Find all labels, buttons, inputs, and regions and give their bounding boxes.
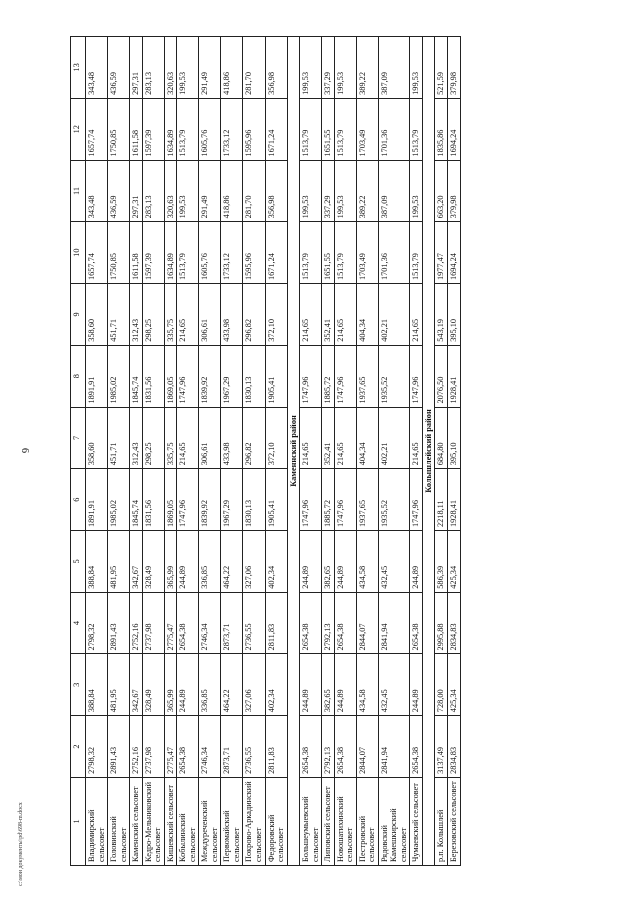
value-cell: 436,59 [108,160,130,222]
value-cell: 343,48 [86,160,108,222]
value-cell: 214,65 [300,407,322,469]
column-header: 7 [71,407,86,469]
value-cell: 244,89 [334,530,356,592]
value-cell: 2736,55 [243,716,265,778]
value-cell: 372,10 [265,407,287,469]
value-cell: 356,98 [265,37,287,99]
value-cell: 244,89 [177,530,199,592]
value-cell: 335,75 [164,407,177,469]
value-cell: 1891,91 [86,345,108,407]
table-body [86,37,461,866]
value-cell: 1967,29 [221,345,243,407]
value-cell: 379,98 [448,160,461,222]
section-row [287,37,300,866]
value-cell: 1701,36 [378,98,410,160]
table-row [130,37,143,866]
value-cell: 434,58 [356,530,378,592]
value-cell: 1835,86 [435,98,448,160]
settlement-name: Большеумыевский сельсовет [300,777,322,865]
value-cell: 1605,76 [199,98,221,160]
column-header: 13 [71,37,86,99]
value-cell: 306,61 [199,284,221,346]
table-row [322,37,335,866]
value-cell: 2811,83 [265,592,287,654]
value-cell: 1905,41 [265,345,287,407]
column-header: 8 [71,345,86,407]
value-cell: 1869,05 [164,345,177,407]
settlement-name: Первомайский сельсовет [221,777,243,865]
value-cell: 2076,50 [435,345,448,407]
value-cell: 1831,56 [142,469,164,531]
value-cell: 1885,72 [322,345,335,407]
value-cell: 402,21 [378,284,410,346]
value-cell: 2995,88 [435,592,448,654]
value-cell: 1513,79 [334,222,356,284]
value-cell: 1694,24 [448,222,461,284]
page-number: 6 [19,448,30,453]
value-cell: 1595,96 [243,98,265,160]
value-cell: 425,34 [448,654,461,716]
value-cell: 2737,98 [142,592,164,654]
settlement-name: Пестровский сельсовет [356,777,378,865]
column-header: 12 [71,98,86,160]
value-cell: 586,39 [435,530,448,592]
value-cell: 336,85 [199,654,221,716]
value-cell: 214,65 [334,284,356,346]
value-cell: 388,84 [86,654,108,716]
value-cell: 1869,05 [164,469,177,531]
value-cell: 1597,39 [142,98,164,160]
settlement-name: Рядовский Камешкирский сельсовет [378,777,410,865]
value-cell: 1513,79 [300,222,322,284]
value-cell: 214,65 [177,407,199,469]
value-cell: 2891,43 [108,716,130,778]
value-cell: 1747,96 [300,469,322,531]
value-cell: 281,70 [243,160,265,222]
value-cell: 2891,43 [108,592,130,654]
value-cell: 297,31 [130,160,143,222]
value-cell: 418,86 [221,160,243,222]
value-cell: 244,89 [410,530,423,592]
table-row [410,37,423,866]
value-cell: 320,63 [164,160,177,222]
value-cell: 337,29 [322,37,335,99]
section-title: Каменнский район [287,37,300,866]
value-cell: 1651,55 [322,98,335,160]
value-cell: 199,53 [300,37,322,99]
value-cell: 291,49 [199,160,221,222]
value-cell: 298,25 [142,407,164,469]
value-cell: 328,49 [142,530,164,592]
settlement-name: Кишевский сельсовет [164,777,177,865]
value-cell: 1651,55 [322,222,335,284]
table-row [164,37,177,866]
table-row [142,37,164,866]
value-cell: 1750,85 [108,98,130,160]
value-cell: 296,82 [243,284,265,346]
value-cell: 1839,92 [199,469,221,531]
value-cell: 1937,65 [356,345,378,407]
value-cell: 1830,13 [243,345,265,407]
value-cell: 342,67 [130,530,143,592]
value-cell: 2873,71 [221,592,243,654]
value-cell: 1935,52 [378,345,410,407]
value-cell: 1928,41 [448,469,461,531]
value-cell: 3137,49 [435,716,448,778]
value-cell: 214,65 [300,284,322,346]
value-cell: 2873,71 [221,716,243,778]
value-cell: 1513,79 [410,222,423,284]
value-cell: 306,61 [199,407,221,469]
value-cell: 244,89 [300,530,322,592]
value-cell: 728,00 [435,654,448,716]
value-cell: 2654,38 [334,716,356,778]
settlement-name: Кедро-Мельниковский сельсовет [142,777,164,865]
value-cell: 352,41 [322,407,335,469]
value-cell: 2834,83 [448,716,461,778]
column-header: 9 [71,284,86,346]
section-title: Колышлейский район [422,37,435,866]
value-cell: 1747,96 [177,469,199,531]
value-cell: 1977,47 [435,222,448,284]
value-cell: 2654,38 [177,592,199,654]
value-cell: 2654,38 [410,716,423,778]
value-cell: 1671,24 [265,222,287,284]
value-cell: 1967,29 [221,469,243,531]
value-cell: 337,29 [322,160,335,222]
table-row [221,37,243,866]
value-cell: 389,22 [356,37,378,99]
value-cell: 1747,96 [177,345,199,407]
value-cell: 244,89 [410,654,423,716]
value-cell: 1733,12 [221,222,243,284]
settlement-name: Междуреченский сельсовет [199,777,221,865]
value-cell: 404,34 [356,284,378,346]
value-cell: 684,80 [435,407,448,469]
value-cell: 2834,83 [448,592,461,654]
value-cell: 451,71 [108,284,130,346]
value-cell: 2746,34 [199,592,221,654]
value-cell: 1513,79 [177,98,199,160]
value-cell: 335,75 [164,284,177,346]
value-cell: 244,89 [334,654,356,716]
value-cell: 365,99 [164,654,177,716]
value-cell: 1701,36 [378,222,410,284]
value-cell: 433,98 [221,407,243,469]
table-row [356,37,378,866]
table-row [86,37,108,866]
value-cell: 1747,96 [410,345,423,407]
value-cell: 434,58 [356,654,378,716]
value-cell: 199,53 [334,37,356,99]
value-cell: 1634,89 [164,98,177,160]
value-cell: 214,65 [410,284,423,346]
value-cell: 1611,58 [130,222,143,284]
value-cell: 404,34 [356,407,378,469]
value-cell: 1747,96 [300,345,322,407]
value-cell: 2792,13 [322,592,335,654]
column-header: 10 [71,222,86,284]
settlement-name: Березовский сельсовет [448,777,461,865]
value-cell: 2654,38 [410,592,423,654]
value-cell: 387,09 [378,37,410,99]
value-cell: 1891,91 [86,469,108,531]
value-cell: 1703,49 [356,222,378,284]
value-cell: 2218,11 [435,469,448,531]
value-cell: 327,06 [243,654,265,716]
value-cell: 1513,79 [177,222,199,284]
value-cell: 388,84 [86,530,108,592]
value-cell: 2654,38 [300,716,322,778]
value-cell: 2841,94 [378,716,410,778]
value-cell: 214,65 [177,284,199,346]
tariff-table [70,36,461,866]
value-cell: 1750,85 [108,222,130,284]
table-row [334,37,356,866]
value-cell: 382,65 [322,654,335,716]
value-cell: 379,98 [448,37,461,99]
column-header: 5 [71,530,86,592]
value-cell: 402,21 [378,407,410,469]
value-cell: 2798,32 [86,592,108,654]
value-cell: 358,60 [86,284,108,346]
value-cell: 1747,96 [334,345,356,407]
value-cell: 283,13 [142,37,164,99]
value-cell: 343,48 [86,37,108,99]
value-cell: 1845,74 [130,345,143,407]
value-cell: 432,45 [378,530,410,592]
column-header: 11 [71,160,86,222]
value-cell: 358,60 [86,407,108,469]
value-cell: 1839,92 [199,345,221,407]
column-header: 6 [71,469,86,531]
value-cell: 342,67 [130,654,143,716]
column-header: 1 [71,777,86,865]
settlement-name: Новошатихинский сельсовет [334,777,356,865]
value-cell: 296,82 [243,407,265,469]
table-row [448,37,461,866]
settlement-name: Чумаевский сельсовет [410,777,423,865]
value-cell: 1830,13 [243,469,265,531]
value-cell: 464,22 [221,654,243,716]
value-cell: 2792,13 [322,716,335,778]
value-cell: 1747,96 [410,469,423,531]
value-cell: 418,86 [221,37,243,99]
footer-file-path: c:\мои документы\pd\698-m.docx [18,802,24,886]
value-cell: 2844,07 [356,716,378,778]
value-cell: 451,71 [108,407,130,469]
table-row [378,37,410,866]
value-cell: 1905,41 [265,469,287,531]
value-cell: 244,89 [300,654,322,716]
section-row [422,37,435,866]
value-cell: 214,65 [410,407,423,469]
settlement-name: Головинский сельсовет [108,777,130,865]
value-cell: 1671,24 [265,98,287,160]
settlement-name: Каменский сельсовет [130,777,143,865]
value-cell: 352,41 [322,284,335,346]
table-row [435,37,448,866]
value-cell: 365,99 [164,530,177,592]
value-cell: 1657,74 [86,222,108,284]
value-cell: 543,19 [435,284,448,346]
value-cell: 402,34 [265,654,287,716]
value-cell: 2746,34 [199,716,221,778]
value-cell: 2811,83 [265,716,287,778]
settlement-name: Покрово-Аркадинский сельсовет [243,777,265,865]
value-cell: 387,09 [378,160,410,222]
table-row [199,37,221,866]
value-cell: 425,34 [448,530,461,592]
value-cell: 327,06 [243,530,265,592]
value-cell: 1845,74 [130,469,143,531]
value-cell: 2737,98 [142,716,164,778]
value-cell: 291,49 [199,37,221,99]
value-cell: 214,65 [334,407,356,469]
value-cell: 432,45 [378,654,410,716]
value-cell: 1747,96 [334,469,356,531]
value-cell: 1985,02 [108,469,130,531]
value-cell: 2654,38 [177,716,199,778]
value-cell: 481,95 [108,530,130,592]
value-cell: 1985,02 [108,345,130,407]
value-cell: 1634,89 [164,222,177,284]
column-header: 2 [71,716,86,778]
value-cell: 1831,56 [142,345,164,407]
table-row [108,37,130,866]
value-cell: 2752,16 [130,592,143,654]
value-cell: 372,10 [265,284,287,346]
value-cell: 481,95 [108,654,130,716]
value-cell: 1611,58 [130,98,143,160]
value-cell: 2654,38 [334,592,356,654]
value-cell: 2775,47 [164,716,177,778]
table-row [300,37,322,866]
rotated-table-block [70,36,580,866]
value-cell: 663,20 [435,160,448,222]
value-cell: 395,10 [448,407,461,469]
value-cell: 1513,79 [300,98,322,160]
value-cell: 1597,39 [142,222,164,284]
settlement-name: Липовский сельсовет [322,777,335,865]
value-cell: 433,98 [221,284,243,346]
value-cell: 1694,24 [448,98,461,160]
value-cell: 1937,65 [356,469,378,531]
value-cell: 2654,38 [300,592,322,654]
value-cell: 2775,47 [164,592,177,654]
value-cell: 389,22 [356,160,378,222]
settlement-name: Кобылинский сельсовет [177,777,199,865]
value-cell: 1935,52 [378,469,410,531]
settlement-name: Федоровский сельсовет [265,777,287,865]
value-cell: 1595,96 [243,222,265,284]
value-cell: 464,22 [221,530,243,592]
value-cell: 199,53 [334,160,356,222]
value-cell: 1513,79 [410,98,423,160]
value-cell: 312,43 [130,407,143,469]
value-cell: 1703,49 [356,98,378,160]
value-cell: 298,25 [142,284,164,346]
value-cell: 1733,12 [221,98,243,160]
value-cell: 2752,16 [130,716,143,778]
value-cell: 336,85 [199,530,221,592]
value-cell: 328,49 [142,654,164,716]
value-cell: 199,53 [177,160,199,222]
value-cell: 199,53 [410,37,423,99]
table-row [243,37,265,866]
value-cell: 402,34 [265,530,287,592]
value-cell: 283,13 [142,160,164,222]
value-cell: 312,43 [130,284,143,346]
value-cell: 199,53 [300,160,322,222]
value-cell: 320,63 [164,37,177,99]
value-cell: 244,89 [177,654,199,716]
value-cell: 199,53 [410,160,423,222]
value-cell: 2841,94 [378,592,410,654]
value-cell: 2798,32 [86,716,108,778]
column-header: 3 [71,654,86,716]
value-cell: 382,65 [322,530,335,592]
table-row [177,37,199,866]
value-cell: 297,31 [130,37,143,99]
value-cell: 1605,76 [199,222,221,284]
value-cell: 1513,79 [334,98,356,160]
table-row [265,37,287,866]
value-cell: 2844,07 [356,592,378,654]
value-cell: 199,53 [177,37,199,99]
value-cell: 281,70 [243,37,265,99]
settlement-name: Владимирский сельсовет [86,777,108,865]
value-cell: 2736,55 [243,592,265,654]
header-row [71,37,86,866]
table-header [71,37,86,866]
settlement-name: р.п. Колышлей [435,777,448,865]
value-cell: 356,98 [265,160,287,222]
value-cell: 1928,41 [448,345,461,407]
value-cell: 395,10 [448,284,461,346]
column-header: 4 [71,592,86,654]
value-cell: 521,59 [435,37,448,99]
value-cell: 436,59 [108,37,130,99]
value-cell: 1885,72 [322,469,335,531]
value-cell: 1657,74 [86,98,108,160]
